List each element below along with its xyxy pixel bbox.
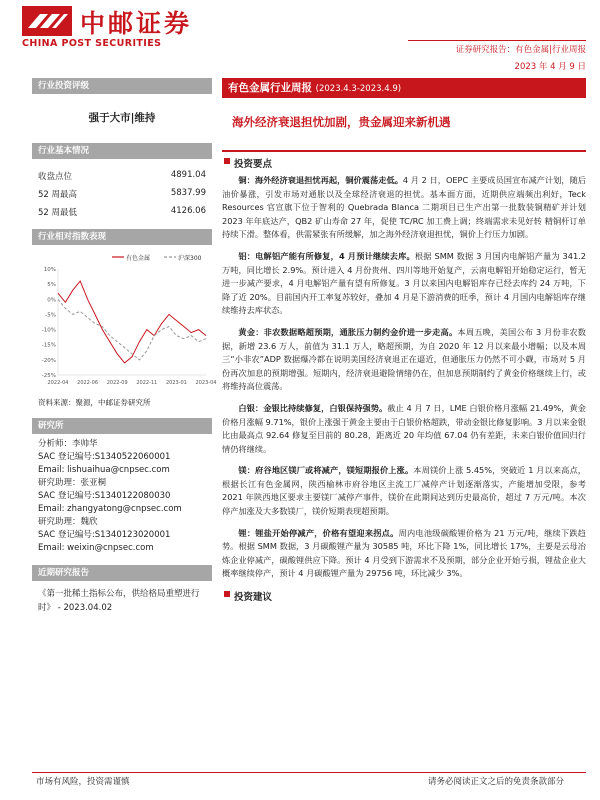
analyst-line: Email: zhangyatong@cnpsec.com <box>38 504 182 514</box>
report-type-bar <box>222 78 586 98</box>
paragraph-aluminum: 铝：电解铝产能有所修复，4 月预计继续去库。根据 SMM 数据 3 月国内电解铝产量为 341.2 万吨，同比增长 2.9%。预计进入 4 月份贵州、四川等地开始复产，云南电解铝开始稳定运行，暂无进一步减产要求，4 月电解铝产量有望有所修复。3 月以来国内电解铝库存已经去库约 24 万吨，下降了近 20%。目前国内开工率复苏较好，叠加 4 月是下游消费的旺季，预计 4 月国内电解铝库存继续维持去库状态。 <box>222 250 586 316</box>
paragraph-magnesium: 镁：府谷地区镁厂或将减产，镁短期报价上涨。本周镁价上涨 5.45%，突破近 1 月以来高点，根据长江有色金属网，陕西榆林市府谷地区主流工厂减停产计划逐渐落实，产能增加受限，参考 2021 年陕西地区要求主要镁厂减停产事件，镁价在此期间达到历史最高价，超过 7 万元/吨。本次停产加涨及大多数镁厂，镁价短期表现超预期。 <box>222 465 586 517</box>
analyst-line: Email: weixin@cnpsec.com <box>38 543 154 553</box>
series-line <box>58 281 206 363</box>
basic-info-header: 行业基本情况 <box>32 143 212 159</box>
analyst-line: SAC 登记编号:S1340122080030 <box>38 491 171 501</box>
doc-tag: 证券研究报告：有色金属|行业周报 <box>455 45 586 55</box>
basic-info-row: 52 周最低 4126.06 <box>38 206 206 218</box>
footer-disclaimer: 请务必阅读正文之后的免责条款部分 <box>427 777 564 787</box>
y-tick-label: 0% <box>47 297 56 304</box>
rating-value: 强于大市|维持 <box>88 112 156 124</box>
main-content <box>222 78 586 607</box>
paragraph-silver: 白银：金银比持续修复，白银保持强势。截止 4 月 7 日，LME 白银价格月涨幅 21.49%，黄金价格月涨幅 9.71%，银价上涨强于黄金主要由于白银价格超跌，带动金银比修复影响。3 月以来金银比由最高点 92.64 修复至目前的 80.28，距离近 20 年均值 67.04 仍有差距，未来白银价值回归行情仍将继续。 <box>222 402 586 454</box>
report-range: (2023.4.3-2023.4.9) <box>315 84 402 94</box>
title-rule <box>222 150 586 152</box>
recent-report-link[interactable]: 《第一批稀土指标公布，供给格局重塑进行时》 - 2023.04.02 <box>38 589 200 613</box>
analyst-line: SAC 登记编号:S1340123020001 <box>38 530 171 540</box>
y-tick-label: -5% <box>45 312 56 319</box>
y-tick-label: -10% <box>41 327 56 334</box>
x-tick-label: 2022-09 <box>106 380 128 386</box>
logo-chinese: 中邮证券 <box>80 9 193 38</box>
paragraph-lithium: 锂：锂盐开始停减产，价格有望迎来拐点。周内电池级碳酸锂价格为 21 万元/吨，继续下跌趋势。根据 SMM 数据，3 月碳酸锂产量为 30585 吨，环比下降 1%，同比增长 17%，主要是云母冶炼企业停减产，碳酸锂供应下降。预计 4 月受到下游需求不及预期，部分企业开始亏损，锂盐企业大概率继续停产，预计 4 月碳酸锂产量为 29756 吨，环比减少 3%。 <box>222 527 586 579</box>
basic-info-list <box>32 159 212 229</box>
x-tick-label: 2023-04 <box>195 380 217 386</box>
section-investment-advice: 投资建议 <box>234 589 586 603</box>
analyst-line: 研究助理：张亚桐 <box>38 478 107 488</box>
report-type: 有色金属行业周报 <box>228 82 312 94</box>
x-tick-label: 2022-04 <box>47 380 69 386</box>
page-header <box>0 0 600 72</box>
y-tick-label: 5% <box>47 282 56 289</box>
research-header: 研究所 <box>32 418 212 434</box>
report-title: 海外经济衰退担忧加剧，贵金属迎来新机遇 <box>232 115 451 129</box>
footer-risk-note: 市场有风险，投资需谨慎 <box>36 777 130 787</box>
line-chart-svg <box>32 247 217 395</box>
recent-reports-header: 近期研究报告 <box>32 565 212 581</box>
relative-index-header: 行业相对指数表现 <box>32 229 212 245</box>
analyst-line: SAC 登记编号:S1340522060001 <box>38 452 171 462</box>
china-post-logo-icon <box>22 6 72 36</box>
paragraph-copper: 铜：海外经济衰退担忧再起，铜价震荡走低。4 月 2 日，OEPC 主要成员国宣布减产计划，随后油价暴涨，引发市场对通胀以及全球经济衰退的担忧。基本面方面，近期供应端频出利好，Teck Resources 官宣旗下位于智利的 Quebrada Blanca 二期项目已生产出第一批数装铜精矿并计划 2023 年年底达产，QB2 矿山寿命 27 年，促使 TC/RC 加工费上调；终端需求未见好转 精铜杆订单持续下滑。整体看，供需紧张有所缓解，加之海外经济衰退担忧，铜价上行压力加剧。 <box>222 175 586 240</box>
sidebar <box>32 78 217 621</box>
analyst-line: 分析师：李帅华 <box>38 439 98 449</box>
analyst-line: Email: lishuaihua@cnpsec.com <box>38 465 170 475</box>
basic-info-row: 收盘点位 4891.04 <box>38 170 206 182</box>
analyst-line: 研究助理：魏欣 <box>38 517 98 527</box>
x-tick-label: 2023-01 <box>165 380 187 386</box>
y-tick-label: -20% <box>41 357 56 364</box>
legend-label: 有色金属 <box>126 255 151 262</box>
basic-info-row: 52 周最高 5837.99 <box>38 188 206 200</box>
relative-index-chart <box>32 247 217 395</box>
rating-header: 行业投资评级 <box>32 78 212 94</box>
section-key-points: 投资要点 <box>234 156 586 170</box>
paragraph-gold: 黄金：非农数据略超预期，通胀压力制约金价进一步走高。本周五晚，美国公布 3 月份非农数据，新增 23.6 万人，前值为 31.1 万人，略超预期，为自 2020 年 12 月以来最小增幅；以及本周三“小非农”ADP 数据爆冷都在说明美国经济衰退正在逼近，但通胀压力仍然不可小觑，市场对 5 月份再次加息的预期增强。短期内，经济衰退避险情绪仍在，但加息预期制约了黄金价格继续上行，或将维持高位震荡。 <box>222 326 586 392</box>
x-tick-label: 2022-06 <box>77 380 99 386</box>
footer-rule <box>32 772 586 773</box>
analyst-list <box>32 434 212 565</box>
y-tick-label: -25% <box>41 373 56 379</box>
header-rule <box>408 40 586 41</box>
legend-label: 沪深300 <box>178 255 202 262</box>
y-tick-label: 10% <box>43 267 56 273</box>
y-tick-label: -15% <box>41 342 56 349</box>
chart-source: 资料来源：聚源，中邮证券研究所 <box>38 398 151 407</box>
x-tick-label: 2022-11 <box>136 380 158 386</box>
doc-date: 2023 年 4 月 9 日 <box>514 62 586 72</box>
logo-english: CHINA POST SECURITIES <box>22 38 162 49</box>
series-line <box>58 299 206 360</box>
